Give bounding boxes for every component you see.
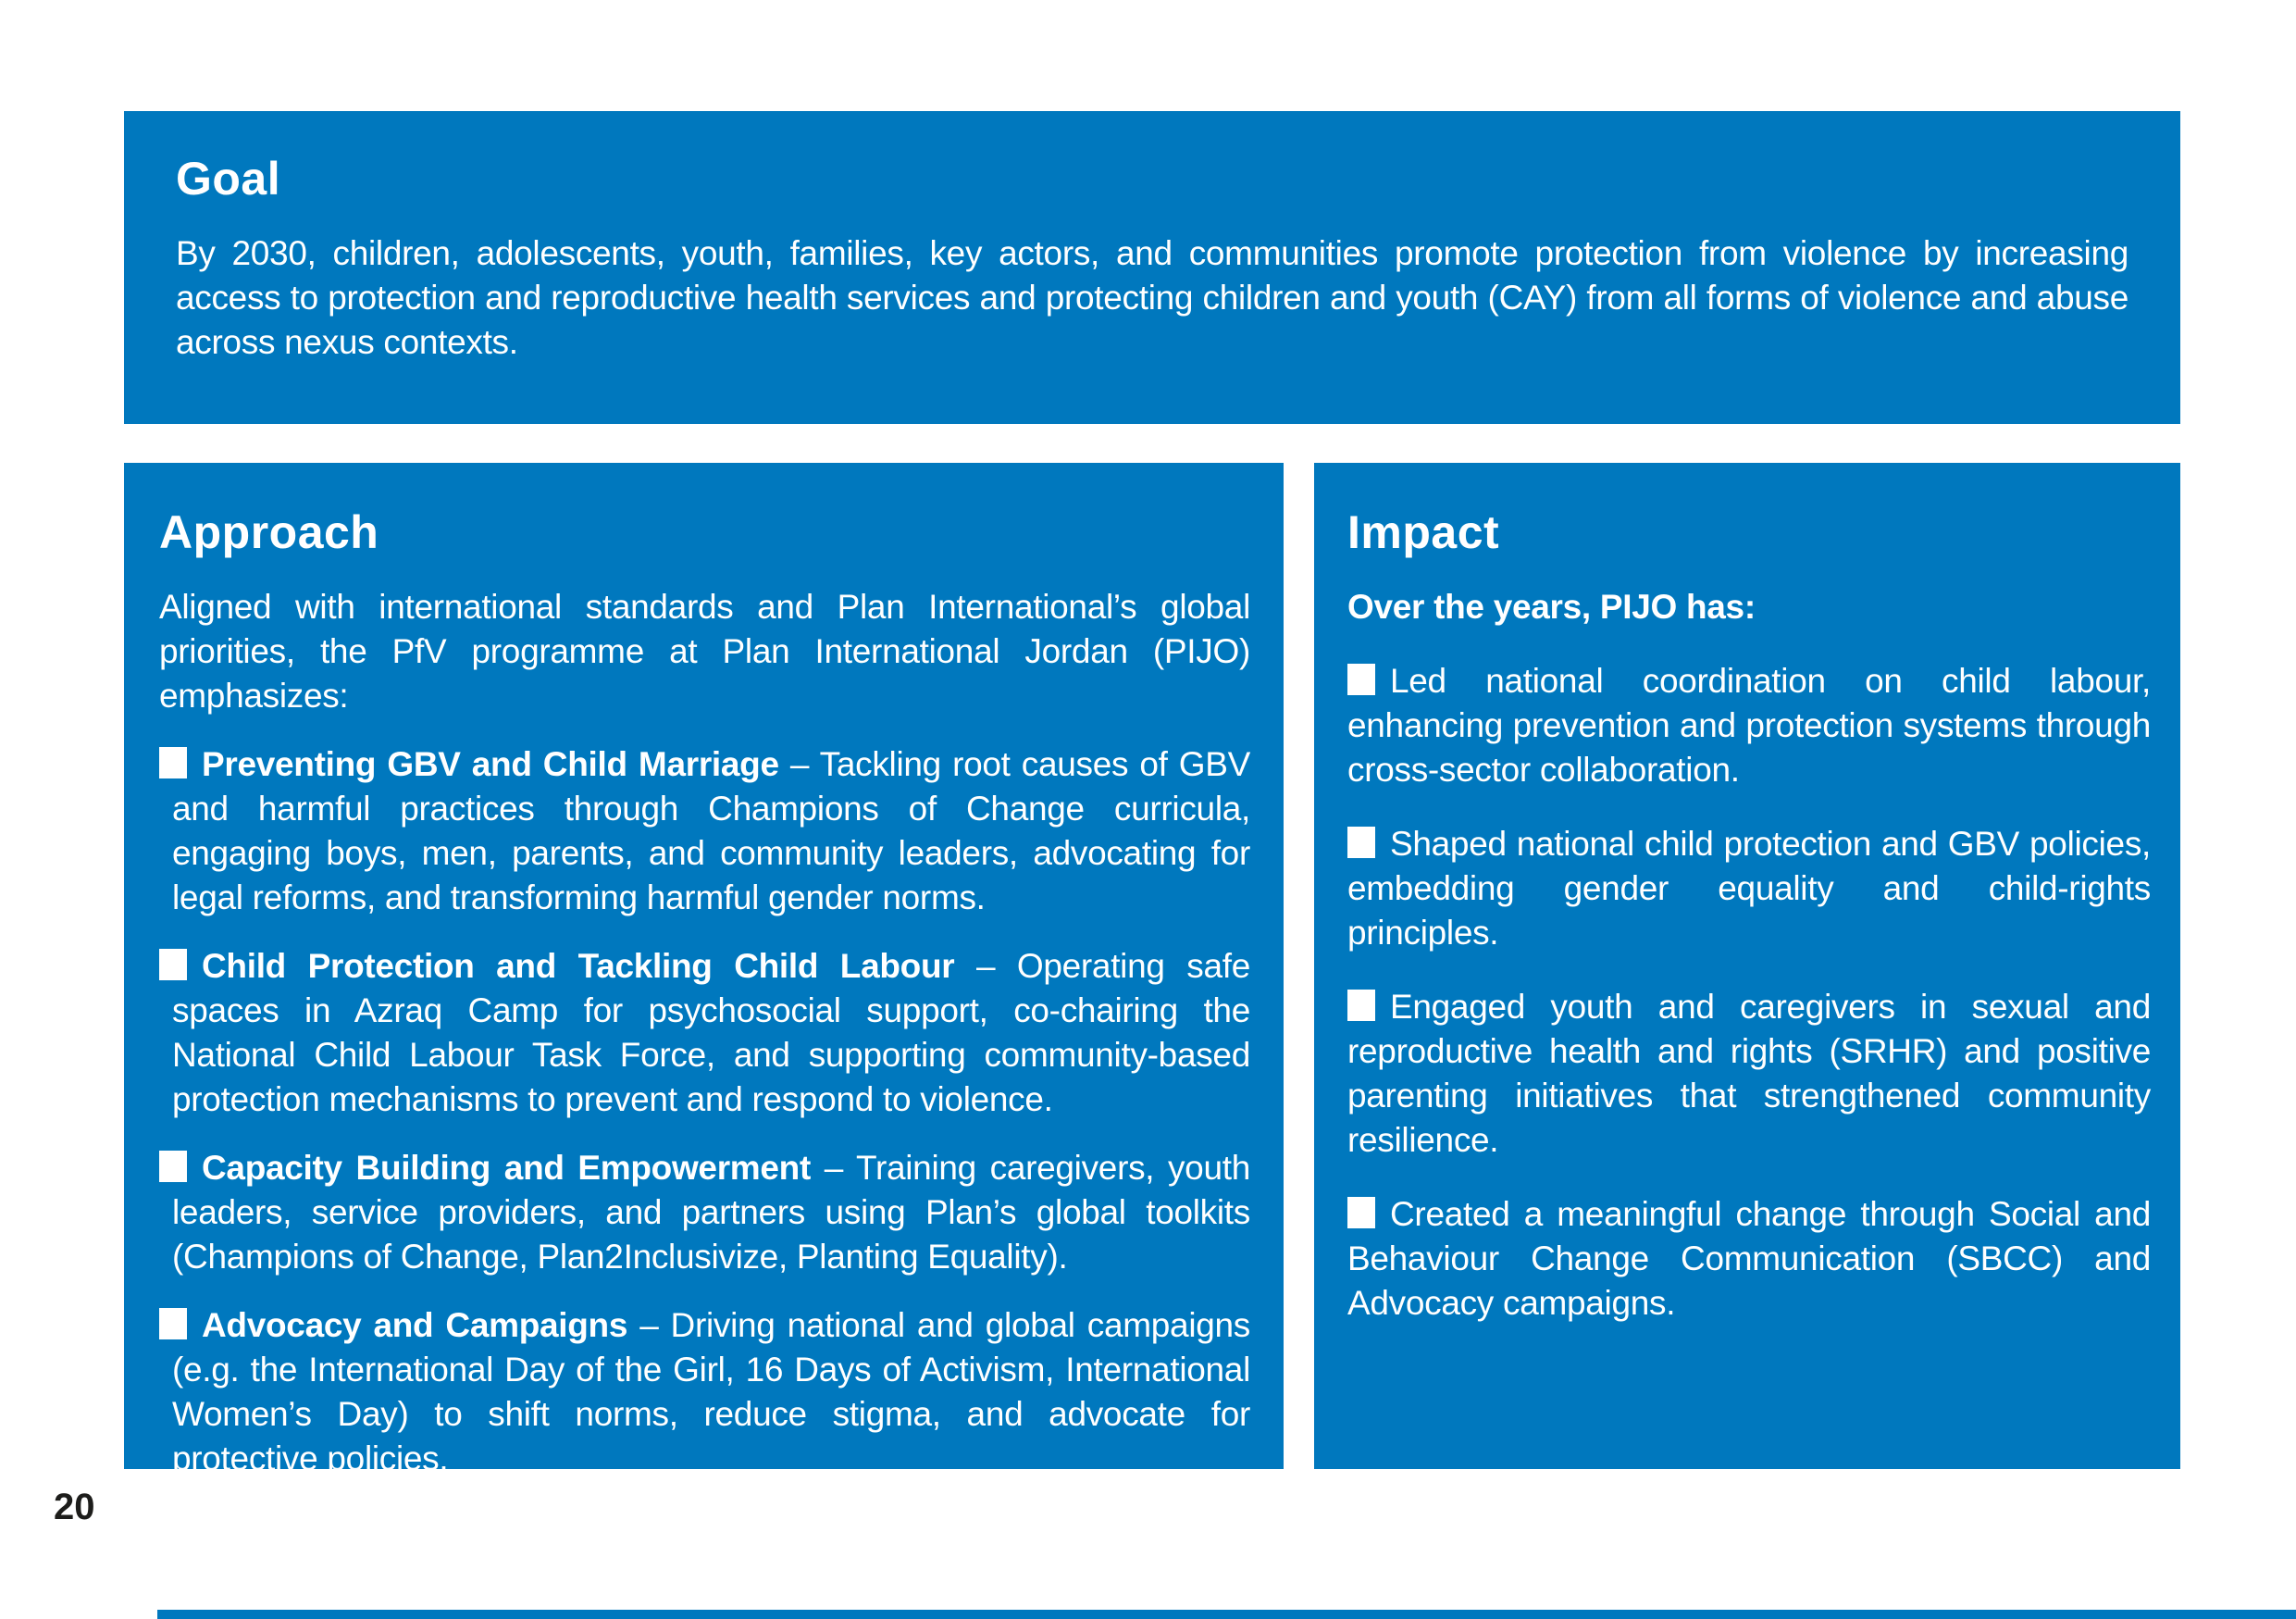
bottom-accent-bar: [157, 1610, 2296, 1619]
approach-bullet-1: [159, 742, 1250, 920]
bullet-square-icon: [159, 1308, 187, 1339]
approach-bullet-3: [159, 1146, 1250, 1279]
approach-bullet-1-text: – Tackling root causes of GBV and harmful practices through Champions of Change curricula, engaging boys, men, parents, and community leaders, advocating for legal reforms, and transforming harmful gender norms.: [172, 745, 1250, 916]
bullet-square-icon: [1347, 990, 1375, 1021]
approach-bullet-3-text: – Training caregivers, youth leaders, service providers, and partners using Plan’s global toolkits (Champions of Change, Plan2Inclusivize, Planting Equality).: [172, 1149, 1250, 1276]
approach-bullet-1-label: Preventing GBV and Child Marriage: [202, 745, 779, 783]
bullet-square-icon: [159, 1151, 187, 1182]
impact-bullet-3: [1347, 985, 2151, 1163]
page-number: 20: [54, 1487, 95, 1527]
approach-intro: Aligned with international standards and Plan International’s global priorities, the PfV programme at Plan International Jordan (PIJO) emphasizes:: [159, 588, 1250, 715]
bullet-square-icon: [1347, 827, 1375, 858]
approach-bullet-3-label: Capacity Building and Empowerment: [202, 1149, 812, 1187]
impact-bullet-1: [1347, 659, 2151, 792]
impact-bullet-4-text: Created a meaningful change through Social and Behaviour Change Communication (SBCC) and Advocacy campaigns.: [1347, 1195, 2151, 1322]
approach-bullet-4-text: – Driving national and global campaigns (e.g. the International Day of the Girl, 16 Days of Activism, International Women’s Day) to shift norms, reduce stigma, and advocate for protective policies.: [172, 1306, 1250, 1477]
goal-body: By 2030, children, adolescents, youth, families, key actors, and communities promote protection from violence by increasing access to protection and reproductive health services and protecting children and youth (CAY) from all forms of violence and abuse across nexus contexts.: [176, 234, 2128, 361]
goal-section: [124, 111, 2180, 424]
bullet-square-icon: [159, 747, 187, 778]
approach-section: [124, 463, 1284, 1477]
impact-bullet-3-text: Engaged youth and caregivers in sexual and reproductive health and rights (SRHR) and positive parenting initiatives that strengthened community resilience.: [1347, 988, 2151, 1159]
approach-title: Approach: [159, 506, 379, 558]
impact-bullet-4: [1347, 1192, 2151, 1326]
approach-bullet-2: [159, 944, 1250, 1122]
approach-bullet-4-label: Advocacy and Campaigns: [202, 1306, 628, 1344]
impact-bullet-2: [1347, 822, 2151, 955]
impact-intro: Over the years, PIJO has:: [1347, 588, 1756, 626]
approach-bullet-2-text: – Operating safe spaces in Azraq Camp for psychosocial support, co-chairing the National Child Labour Task Force, and supporting community-based protection mechanisms to prevent and respond to violence.: [172, 947, 1250, 1118]
bullet-square-icon: [159, 949, 187, 980]
approach-bullet-2-label: Child Protection and Tackling Child Labour: [202, 947, 955, 985]
bullet-square-icon: [1347, 1197, 1375, 1228]
impact-bullet-2-text: Shaped national child protection and GBV policies, embedding gender equality and child-rights principles.: [1347, 825, 2151, 952]
impact-bullet-1-text: Led national coordination on child labour, enhancing prevention and protection systems through cross-sector collaboration.: [1347, 662, 2151, 789]
impact-section: [1314, 463, 2180, 1469]
impact-title: Impact: [1347, 506, 1500, 558]
goal-title: Goal: [176, 153, 281, 205]
bullet-square-icon: [1347, 664, 1375, 695]
approach-bullet-4: [159, 1303, 1250, 1481]
